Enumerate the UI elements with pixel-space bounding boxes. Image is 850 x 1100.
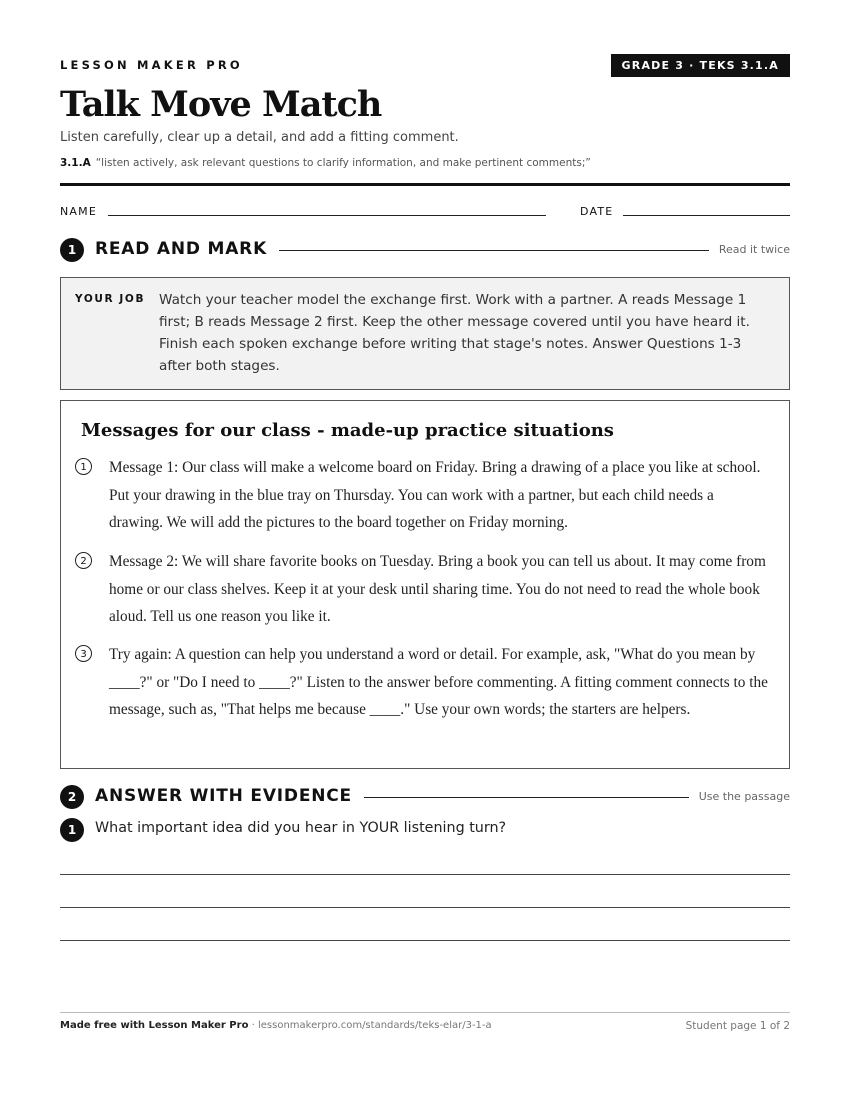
grade-badge: GRADE 3 · TEKS 3.1.A bbox=[611, 54, 790, 77]
message-number-circle: 2 bbox=[75, 552, 92, 569]
messages-title: Messages for our class - made-up practice situations bbox=[81, 420, 614, 441]
standard-line bbox=[60, 157, 591, 169]
section-rule bbox=[348, 797, 693, 798]
footer-url[interactable]: · lessonmakerpro.com/standards/teks-elar/3-1-a bbox=[248, 1020, 492, 1031]
footer-page-number: Student page 1 of 2 bbox=[685, 1020, 790, 1032]
name-field[interactable] bbox=[108, 215, 546, 216]
message-text: Message 1: Our class will make a welcome board on Friday. Bring a drawing of a place you like at school. Put your drawing in the blue tray on Thursday. You can work with a partner, but each child needs a drawing. We will add the pictures to the board together on Friday morning. bbox=[109, 459, 761, 531]
section-hint: Read it twice bbox=[709, 243, 790, 256]
section-title: ANSWER WITH EVIDENCE bbox=[95, 786, 364, 806]
your-job-text: Watch your teacher model the exchange first. Work with a partner. A reads Message 1 first; B reads Message 2 first. Keep the other message covered until you have heard it. Finish each spoken exchange before writing that stage's notes. Answer Questions 1-3 after both stages. bbox=[159, 292, 750, 374]
answer-line[interactable] bbox=[60, 907, 790, 908]
brand-name: LESSON MAKER PRO bbox=[60, 58, 243, 72]
section-read-and-mark-header bbox=[60, 238, 790, 262]
message-number-circle: 1 bbox=[75, 458, 92, 475]
answer-line[interactable] bbox=[60, 874, 790, 875]
question-text: What important idea did you hear in YOUR listening turn? bbox=[95, 820, 507, 836]
your-job-label: YOUR JOB bbox=[75, 293, 146, 305]
date-label: DATE bbox=[580, 205, 614, 218]
page-subtitle: Listen carefully, clear up a detail, and add a fitting comment. bbox=[60, 130, 459, 145]
page-title: Talk Move Match bbox=[60, 84, 382, 125]
section-number-badge: 1 bbox=[60, 238, 84, 262]
section-number-badge: 2 bbox=[60, 785, 84, 809]
standard-text: “listen actively, ask relevant questions to clarify information, and make pertinent comments;” bbox=[95, 157, 591, 169]
section-rule bbox=[270, 250, 710, 251]
standard-code: 3.1.A bbox=[60, 157, 91, 169]
messages-box bbox=[60, 400, 790, 769]
your-job-box bbox=[60, 277, 790, 390]
answer-line[interactable] bbox=[60, 940, 790, 941]
message-number-circle: 3 bbox=[75, 645, 92, 662]
footer-divider bbox=[60, 1012, 790, 1013]
question-number-badge: 1 bbox=[60, 818, 84, 842]
footer-made-with: Made free with Lesson Maker Pro bbox=[60, 1020, 249, 1031]
message-text: Try again: A question can help you understand a word or detail. For example, ask, "What do you mean by ____?" or "Do I need to ____?" Listen to the answer before commenting. A fitting comment connects to the message, such as, "That helps me because ____." Use your own words; the starters are helpers. bbox=[109, 646, 768, 718]
header-divider bbox=[60, 183, 790, 186]
message-text: Message 2: We will share favorite books on Tuesday. Bring a book you can tell us about. It may come from home or our class shelves. Keep it at your desk until sharing time. You do not need to read the whole book aloud. Tell us one reason you like it. bbox=[109, 553, 766, 625]
section-answer-with-evidence-header bbox=[60, 785, 790, 809]
date-field[interactable] bbox=[623, 215, 790, 216]
name-label: NAME bbox=[60, 205, 97, 218]
footer-credit bbox=[60, 1020, 492, 1031]
section-title: READ AND MARK bbox=[95, 239, 279, 259]
section-hint: Use the passage bbox=[689, 790, 790, 803]
